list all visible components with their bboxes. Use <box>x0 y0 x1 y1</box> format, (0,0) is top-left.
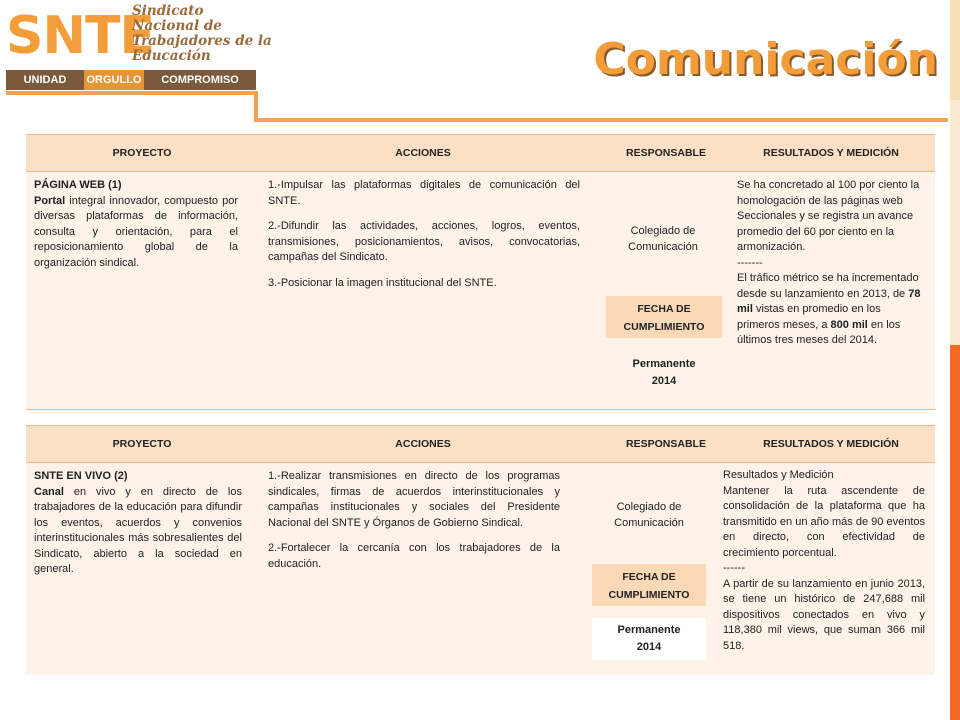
action-item: 1.-Realizar transmisiones en directo de los programas sindicales, firmas de acuerdos interinstitucionales y campañas institucionales y sociales del Presidente Nacional del SNTE y Órganos de Gobierno Sindical. <box>268 470 560 529</box>
motto-compromiso: COMPROMISO <box>144 70 256 90</box>
logo-name-line: Trabajadores de la <box>132 33 272 49</box>
deadline-year: 2014 <box>636 641 662 653</box>
deadline-year: 2014 <box>651 375 677 387</box>
project-description <box>34 485 242 578</box>
col-responsable: RESPONSABLE <box>626 147 706 159</box>
table-bottom-rule <box>26 409 935 410</box>
results-separator: ------- <box>737 256 763 269</box>
logo-name-line: Nacional de <box>132 18 222 34</box>
table-header <box>26 425 935 462</box>
table-header <box>26 134 935 171</box>
logo-name-line: Sindicato <box>132 3 204 19</box>
deadline-period: Permanente <box>632 358 696 370</box>
responsible-cell: Colegiado de Comunicación <box>614 501 684 529</box>
results-part: El tráfico métrico se ha incrementado desde su lanzamiento en 2013, de <box>737 272 919 300</box>
logo-brand: SNTE <box>6 6 154 66</box>
col-resultados: RESULTADOS Y MEDICIÓN <box>763 147 899 159</box>
results-cell <box>737 178 923 349</box>
page-title: Comunicación <box>593 34 938 85</box>
results-traffic <box>737 271 923 349</box>
responsible-cell: Colegiado de Comunicación <box>628 225 698 253</box>
frame-line <box>6 91 258 95</box>
results-figure: 800 mil <box>830 318 868 331</box>
results-text: Mantener la ruta ascendente de consolidación de la plataforma que ha transmitido en un año más de 90 eventos en directo, con efectividad de crecimiento porcentual. <box>723 484 925 559</box>
results-part: en los últimos tres meses del 2014. <box>737 318 901 346</box>
results-text: A partir de su lanzamiento en junio 2013, se tiene un histórico de 247,688 mil dispositivos conectados en vivo y 118,380 mil views, que suman 366 mil 518. <box>723 577 925 652</box>
col-acciones: ACCIONES <box>395 147 451 159</box>
project-cell <box>34 178 238 271</box>
snte-logo <box>6 3 272 90</box>
logo-motto-bar <box>6 70 256 90</box>
results-heading: Resultados y Medición <box>723 469 834 481</box>
project-cell <box>34 469 242 578</box>
action-item: 2.-Fortalecer la cercanía con los trabajadores de la educación. <box>268 542 560 570</box>
action-item: 2.-Difundir las actividades, acciones, logros, eventos, transmisiones, posicionamientos, avisos, convocatorias, campañas del Sindicato. <box>268 220 580 263</box>
header-divider <box>26 171 935 172</box>
col-proyecto: PROYECTO <box>112 147 172 159</box>
col-proyecto: PROYECTO <box>112 438 172 450</box>
results-text: Se ha concretado al 100 por ciento la homologación de las páginas web Seccionales y se registra un avance promedio del 60 por ciento en la armonización. <box>737 179 920 253</box>
side-stripe <box>950 0 960 100</box>
deadline-period: Permanente <box>617 624 681 636</box>
project-lead: Canal <box>34 485 64 498</box>
results-cell <box>723 468 925 654</box>
project-description <box>34 194 238 272</box>
project-title: PÁGINA WEB (1) <box>34 179 122 191</box>
deadline-value <box>606 356 722 390</box>
project-desc-text: en vivo y en directo de los trabajadores de la educación para difundir los eventos, acuerdos y convenios interinstitucionales más sobresalientes del Sindicato, abierto a la sociedad en general. <box>34 485 242 575</box>
side-stripe <box>950 100 960 345</box>
deadline-label: FECHA DE CUMPLIMIENTO <box>606 296 722 338</box>
project-lead: Portal <box>34 194 66 207</box>
project-table-2 <box>26 425 935 675</box>
actions-cell <box>268 469 560 572</box>
frame-line <box>254 91 258 121</box>
motto-unidad: UNIDAD <box>6 70 84 90</box>
project-title: SNTE EN VIVO (2) <box>34 470 128 482</box>
col-resultados: RESULTADOS Y MEDICIÓN <box>763 438 899 450</box>
results-figure: 78 mil <box>737 287 921 315</box>
project-desc-text: integral innovador, compuesto por diversas plataformas de información, consulta y orientación, para el reposicionamiento global de la organización sindical. <box>34 194 238 269</box>
header-divider <box>26 462 935 463</box>
deadline-label: FECHA DE CUMPLIMIENTO <box>592 564 706 606</box>
action-item: 1.-Impulsar las plataformas digitales de comunicación del SNTE. <box>268 179 580 207</box>
logo-organization-name <box>132 4 272 64</box>
side-stripe <box>950 345 960 720</box>
frame-line <box>254 118 948 122</box>
action-item: 3.-Posicionar la imagen institucional del SNTE. <box>268 276 497 289</box>
deadline-value <box>592 618 706 660</box>
project-table-1 <box>26 134 935 410</box>
motto-orgullo: ORGULLO <box>84 70 144 90</box>
results-part: vistas en promedio en los primeros meses, a <box>737 303 881 331</box>
actions-cell <box>268 178 580 291</box>
logo-name-line: Educación <box>132 48 211 64</box>
col-acciones: ACCIONES <box>395 438 451 450</box>
col-responsable: RESPONSABLE <box>626 438 706 450</box>
results-separator: ------ <box>723 562 745 574</box>
